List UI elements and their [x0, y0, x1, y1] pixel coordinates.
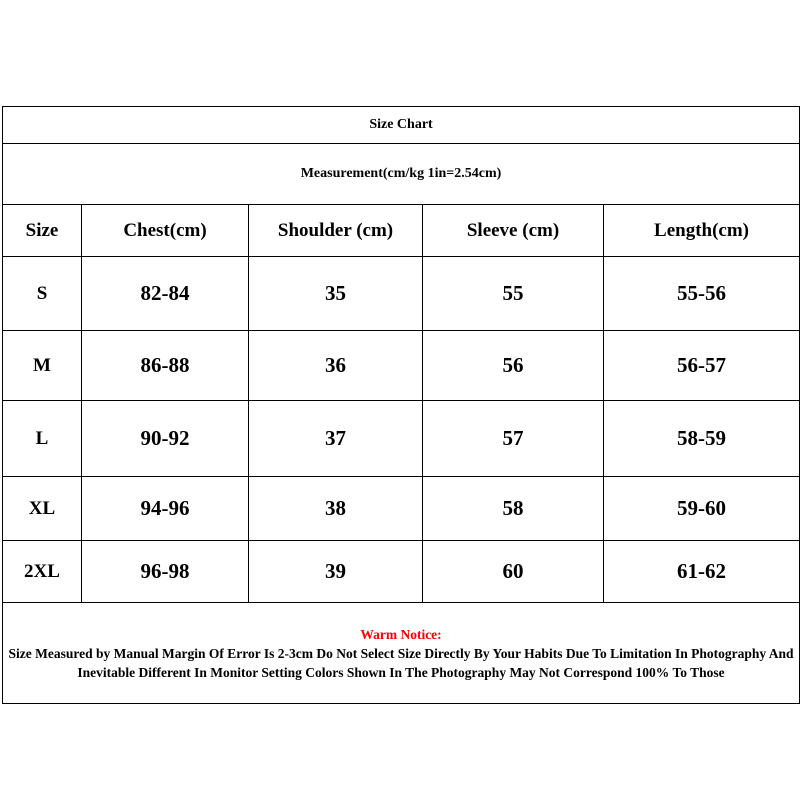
column-header-sleeve: Sleeve (cm) — [423, 205, 604, 257]
chest-cell: 82-84 — [82, 257, 249, 331]
length-cell: 61-62 — [604, 541, 800, 603]
table-row — [3, 477, 800, 541]
column-header-size: Size — [3, 205, 82, 257]
measurement-note: Measurement(cm/kg 1in=2.54cm) — [3, 144, 800, 205]
length-cell: 59-60 — [604, 477, 800, 541]
table-row — [3, 401, 800, 477]
sleeve-cell: 55 — [423, 257, 604, 331]
column-header-chest: Chest(cm) — [82, 205, 249, 257]
shoulder-cell: 38 — [249, 477, 423, 541]
size-cell: 2XL — [3, 541, 82, 603]
notice-title: Warm Notice: — [360, 626, 442, 642]
column-header-length: Length(cm) — [604, 205, 800, 257]
size-cell: S — [3, 257, 82, 331]
sleeve-cell: 57 — [423, 401, 604, 477]
column-header-shoulder: Shoulder (cm) — [249, 205, 423, 257]
notice-row — [3, 603, 800, 704]
table-title: Size Chart — [3, 107, 800, 144]
header-row — [3, 205, 800, 257]
length-cell: 55-56 — [604, 257, 800, 331]
notice-cell — [3, 603, 800, 704]
sleeve-cell: 56 — [423, 331, 604, 401]
size-cell: XL — [3, 477, 82, 541]
table-row — [3, 541, 800, 603]
shoulder-cell: 37 — [249, 401, 423, 477]
measurement-row — [3, 144, 800, 205]
size-cell: L — [3, 401, 82, 477]
notice-body: Size Measured by Manual Margin Of Error Is 2-3cm Do Not Select Size Directly By Your Habits Due To Limitation In Photography And Inevitable Different In Monitor Setting Colors Shown In The Photography May Not Correspond 100% To Those — [8, 645, 794, 680]
chest-cell: 86-88 — [82, 331, 249, 401]
chest-cell: 96-98 — [82, 541, 249, 603]
shoulder-cell: 35 — [249, 257, 423, 331]
chest-cell: 90-92 — [82, 401, 249, 477]
length-cell: 58-59 — [604, 401, 800, 477]
shoulder-cell: 36 — [249, 331, 423, 401]
size-chart-table — [2, 106, 800, 704]
length-cell: 56-57 — [604, 331, 800, 401]
size-cell: M — [3, 331, 82, 401]
table-row — [3, 331, 800, 401]
shoulder-cell: 39 — [249, 541, 423, 603]
chest-cell: 94-96 — [82, 477, 249, 541]
sleeve-cell: 58 — [423, 477, 604, 541]
title-row — [3, 107, 800, 144]
table-row — [3, 257, 800, 331]
sleeve-cell: 60 — [423, 541, 604, 603]
